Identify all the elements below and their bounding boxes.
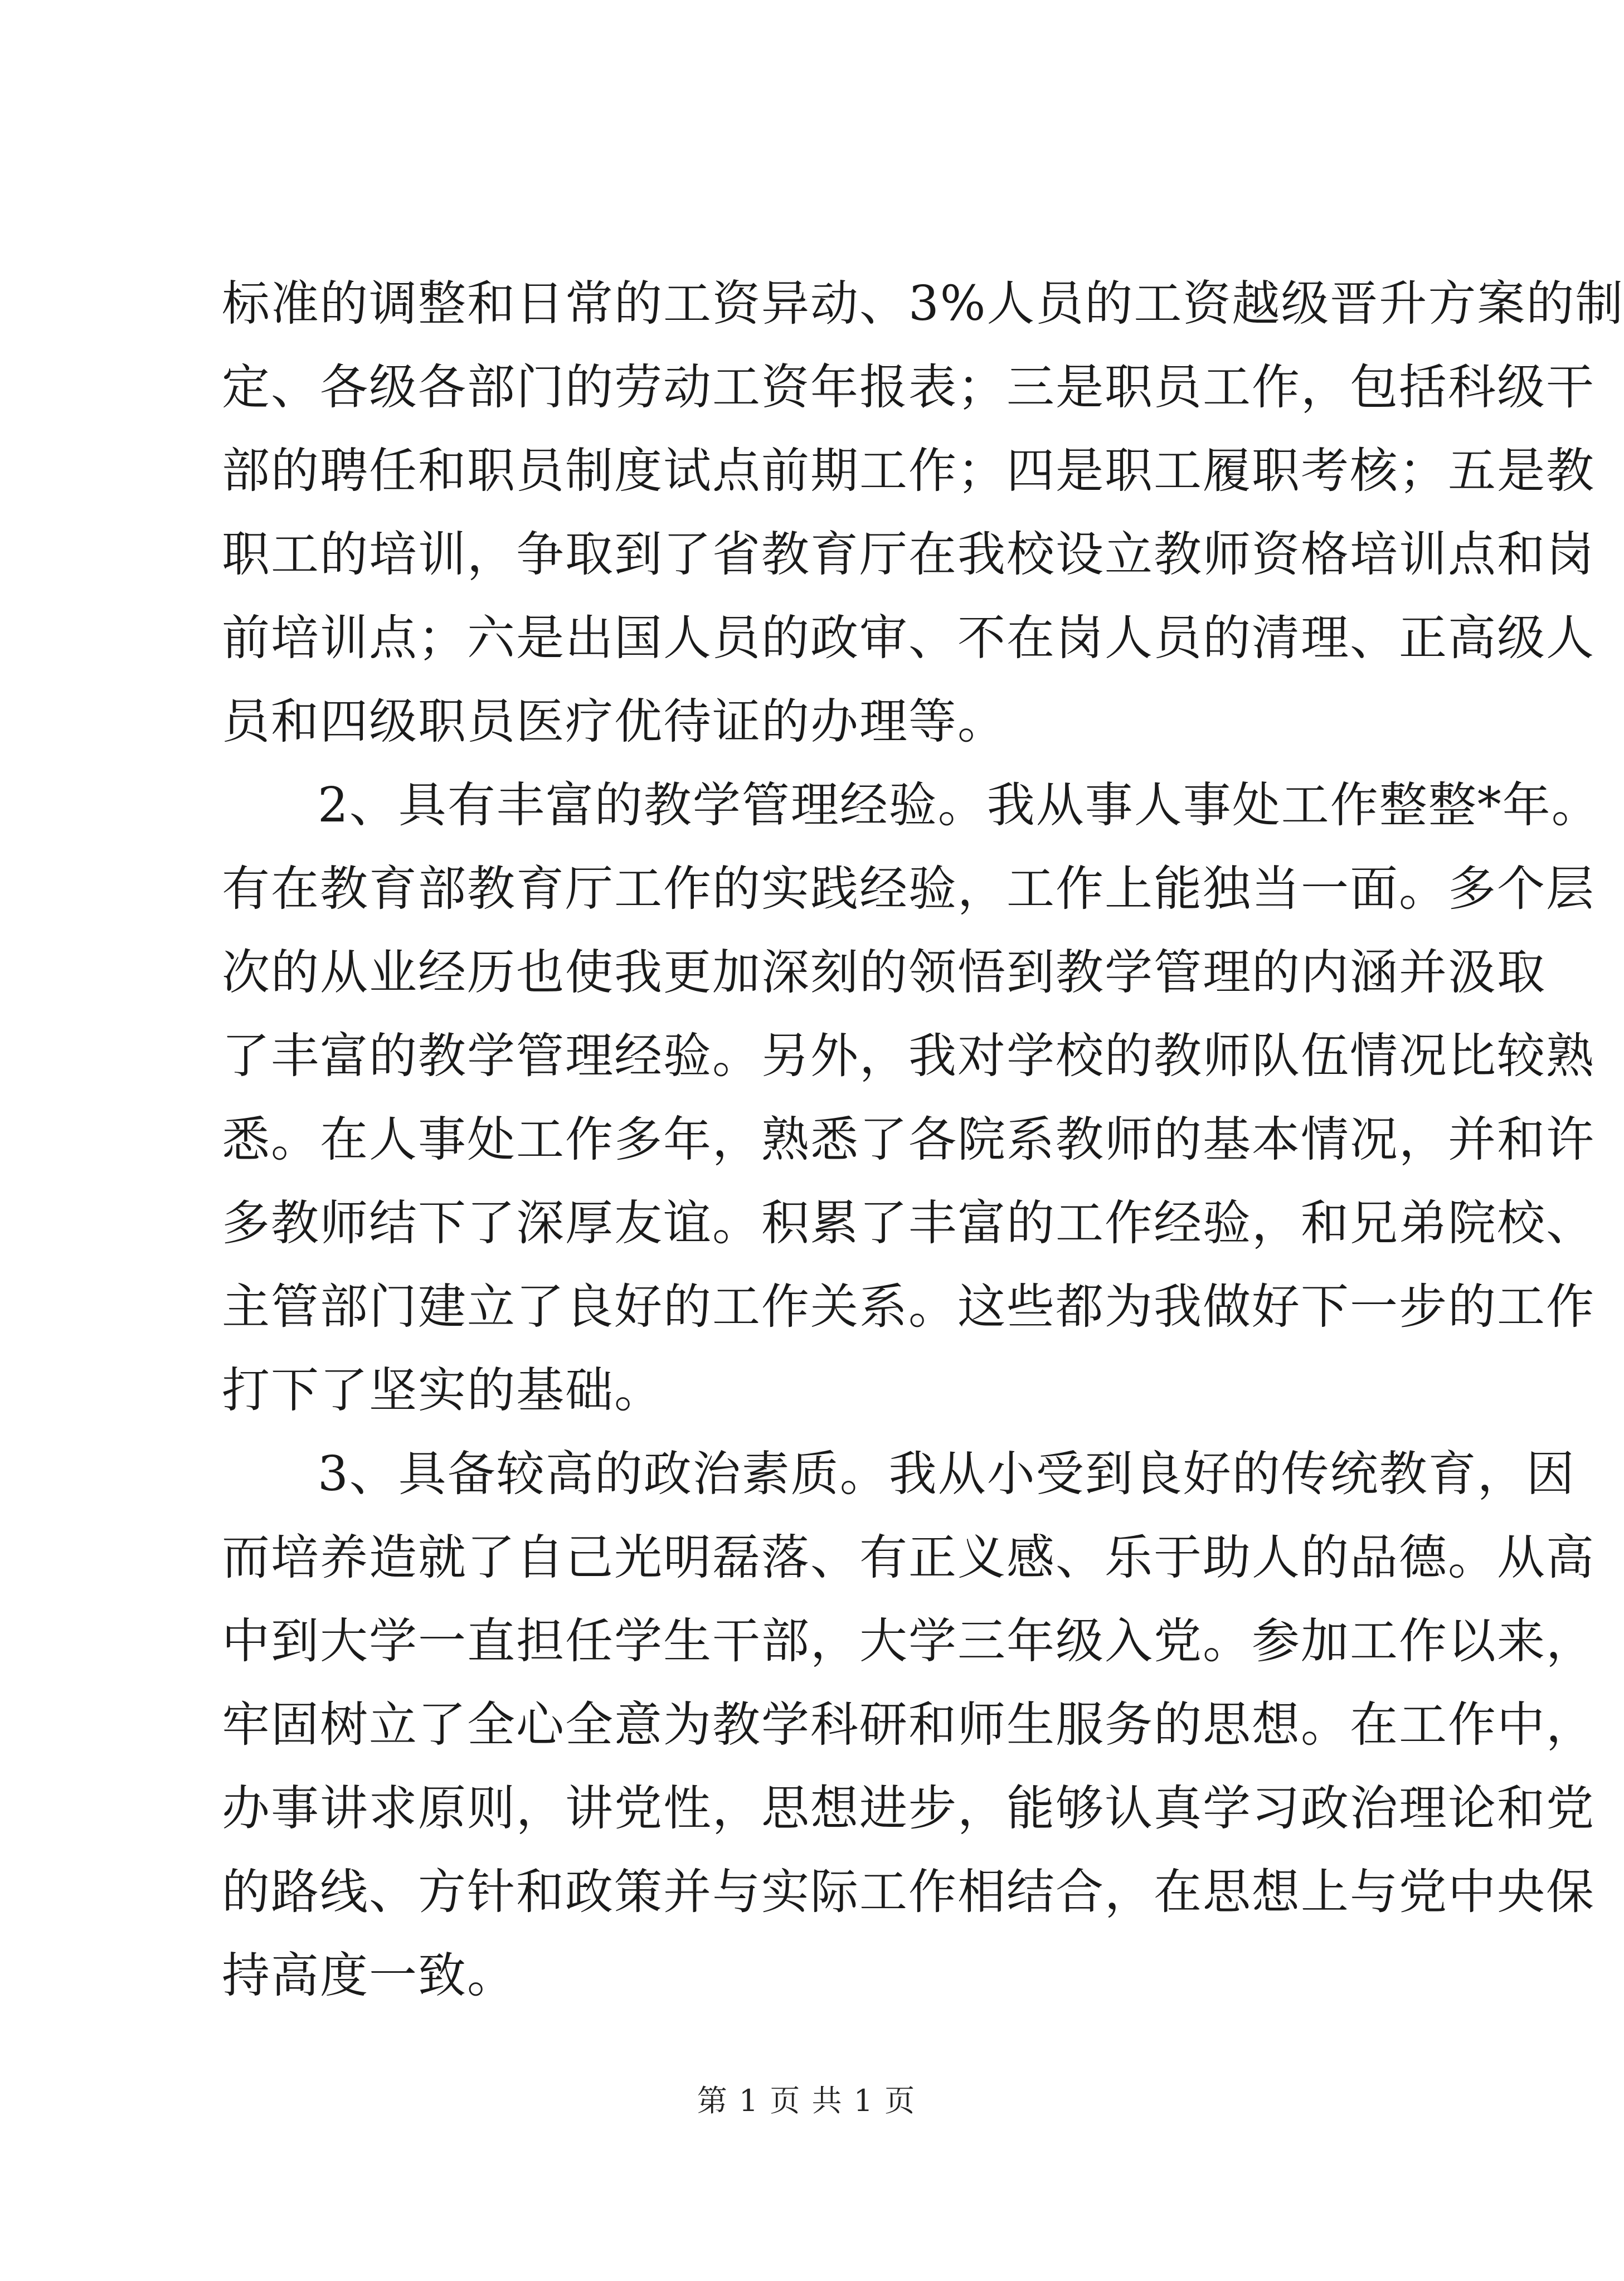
text-line: 悉。在人事处工作多年，熟悉了各院系教师的基本情况，并和许 xyxy=(222,1112,1595,1168)
text-line: 办事讲求原则，讲党性，思想进步，能够认真学习政治理论和党 xyxy=(222,1781,1595,1836)
text-line: 有在教育部教育厅工作的实践经验，工作上能独当一面。多个层 xyxy=(222,861,1595,917)
text-line: 标准的调整和日常的工资异动、3%人员的工资越级晋升方案的制 xyxy=(222,276,1624,332)
text-line: 的路线、方针和政策并与实际工作相结合，在思想上与党中央保 xyxy=(222,1864,1595,1920)
text-line: 定、各级各部门的劳动工资年报表；三是职员工作，包括科级干 xyxy=(222,359,1595,415)
page-number-footer: 第 1 页 共 1 页 xyxy=(697,2083,916,2118)
text-line: 而培养造就了自己光明磊落、有正义感、乐于助人的品德。从高 xyxy=(222,1530,1595,1585)
text-line: 了丰富的教学管理经验。另外，我对学校的教师队伍情况比较熟 xyxy=(222,1028,1595,1084)
text-line: 部的聘任和职员制度试点前期工作；四是职工履职考核；五是教 xyxy=(222,443,1595,499)
text-line: 牢固树立了全心全意为教学科研和师生服务的思想。在工作中， xyxy=(222,1697,1595,1753)
text-line: 主管部门建立了良好的工作关系。这些都为我做好下一步的工作 xyxy=(222,1279,1595,1335)
paragraph-start-line: 3、具备较高的政治素质。我从小受到良好的传统教育，因 xyxy=(318,1446,1576,1502)
text-line: 职工的培训，争取到了省教育厅在我校设立教师资格培训点和岗 xyxy=(222,527,1595,582)
text-line: 次的从业经历也使我更加深刻的领悟到教学管理的内涵并汲取 xyxy=(222,945,1546,1000)
text-line: 打下了坚实的基础。 xyxy=(222,1363,663,1418)
paragraph-start-line: 2、具有丰富的教学管理经验。我从事人事处工作整整*年。 xyxy=(318,777,1601,833)
text-line: 前培训点；六是出国人员的政审、不在岗人员的清理、正高级人 xyxy=(222,610,1595,666)
document-body xyxy=(222,262,1624,2017)
text-line: 员和四级职员医疗优待证的办理等。 xyxy=(222,694,1007,750)
text-line: 中到大学一直担任学生干部，大学三年级入党。参加工作以来， xyxy=(222,1613,1595,1669)
text-line: 持高度一致。 xyxy=(222,1948,516,2003)
text-line: 多教师结下了深厚友谊。积累了丰富的工作经验，和兄弟院校、 xyxy=(222,1195,1595,1251)
